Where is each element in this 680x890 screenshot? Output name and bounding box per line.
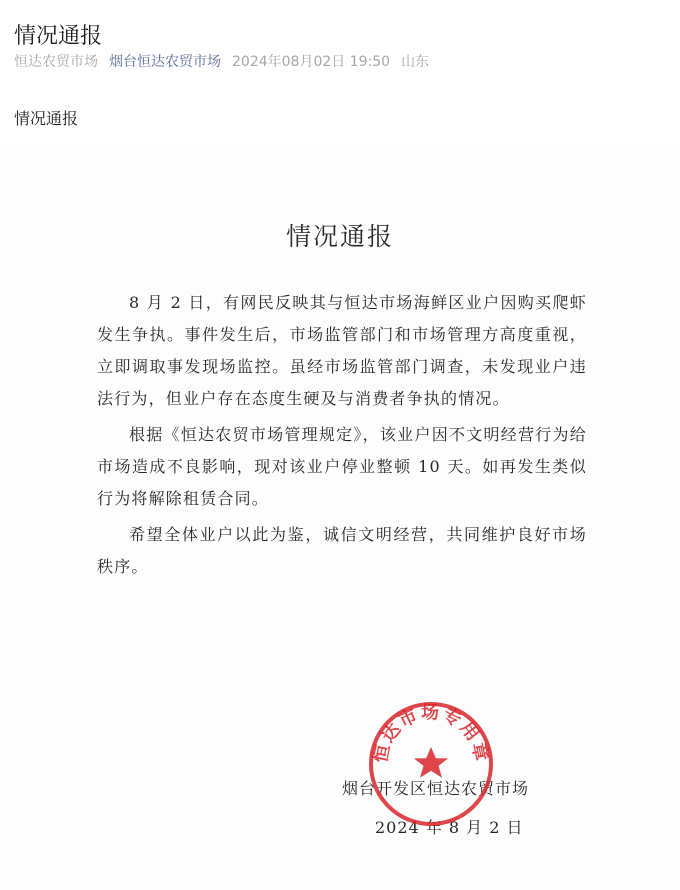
official-seal-stamp [366, 699, 496, 829]
document-signature: 烟台开发区恒达农贸市场 [342, 779, 530, 798]
article-author: 恒达农贸市场 [14, 54, 98, 70]
document-paragraph-1: 8 月 2 日，有网民反映其与恒达市场海鲜区业户因购买爬虾发生争执。事件发生后，市场监管部门和市场管理方高度重视，立即调取事发现场监控。虽经市场监管部门调查，未发现业户违法行为，但业户存在态度生硬及与消费者争执的情况。 [97, 293, 587, 408]
article-lead-text: 情况通报 [14, 109, 79, 128]
document-paragraph-2: 根据《恒达农贸市场管理规定》，该业户因不文明经营行为给市场造成不良影响，现对该业户停业整顿 10 天。如再发生类似行为将解除租赁合同。 [97, 425, 587, 508]
article-title: 情况通报 [14, 23, 103, 49]
account-name-link[interactable]: 烟台恒达农贸市场 [109, 54, 221, 70]
publish-location: 山东 [401, 54, 430, 70]
notice-document-image[interactable] [0, 145, 680, 890]
document-paragraph-3: 希望全体业户以此为鉴，诚信文明经营，共同维护良好市场秩序。 [97, 525, 587, 576]
article-meta [14, 51, 440, 71]
publish-datetime: 2024年08月02日 19:50 [232, 54, 391, 70]
document-body [97, 287, 587, 583]
document-date: 2024 年 8 月 2 日 [375, 818, 524, 837]
svg-text:恒达市场专用章: 恒达市场专用章 [370, 702, 492, 765]
document-title: 情况通报 [285, 222, 394, 251]
